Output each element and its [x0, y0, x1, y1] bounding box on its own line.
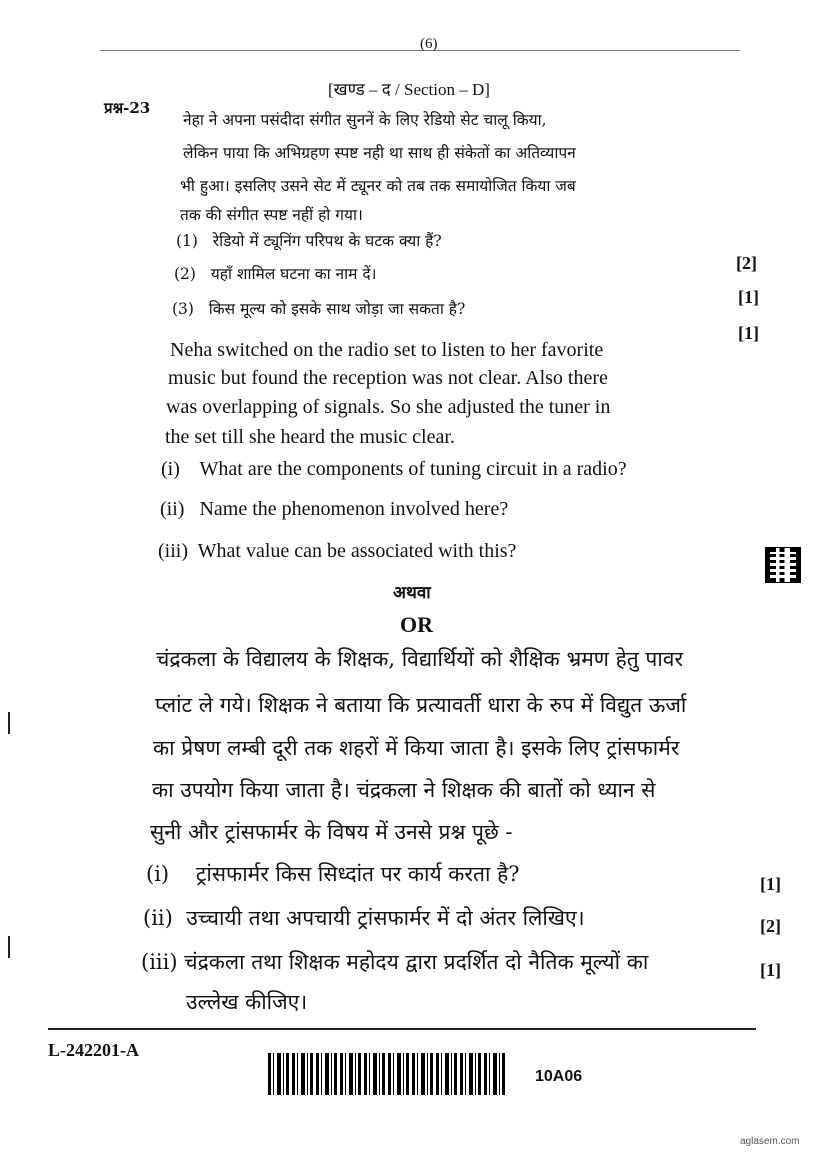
alt-part	[141, 948, 648, 976]
marks-label: [1]	[760, 960, 781, 980]
hindi-passage-line: नेहा ने अपना पसंदीदा संगीत सुननें के लिए रेडियो सेट चालू किया,	[183, 111, 547, 129]
part-text: यहाँ शामिल घटना का नाम दें।	[210, 265, 377, 283]
hindi-passage-line: तक की संगीत स्पष्ट नहीं हो गया।	[180, 206, 363, 224]
barcode-icon	[268, 1053, 506, 1095]
alt-passage-line: सुनी और ट्रांसफार्मर के विषय में उनसे प्रश्न पूछे -	[150, 820, 513, 844]
part-text: ट्रांसफार्मर किस सिध्दांत पर कार्य करता है?	[195, 862, 520, 886]
question-label: प्रश्न-23	[104, 99, 151, 117]
alt-passage-line: प्लांट ले गये। शिक्षक ने बताया कि प्रत्यावर्ती धारा के रुप में विद्युत ऊर्जा	[155, 693, 687, 717]
part-number: (2)	[174, 265, 196, 283]
part-text: What value can be associated with this?	[197, 540, 517, 562]
barcode-label: 10A06	[535, 1068, 583, 1085]
qr-code-icon	[766, 548, 800, 582]
footer-rule	[48, 1028, 756, 1030]
margin-mark	[8, 712, 10, 734]
alt-passage-line: का प्रेषण लम्बी दूरी तक शहरों में किया जाता है। इसके लिए ट्रांसफार्मर	[153, 736, 680, 760]
hindi-part	[174, 262, 376, 284]
part-number: (iii)	[141, 950, 178, 974]
or-english: OR	[400, 612, 433, 637]
part-number: (ii)	[160, 498, 185, 520]
english-part	[158, 540, 516, 563]
alt-part	[146, 860, 520, 888]
part-text: What are the components of tuning circuit in a radio?	[199, 458, 627, 480]
part-number: (iii)	[158, 540, 188, 562]
hindi-part	[176, 229, 442, 251]
marks-label: [2]	[760, 916, 781, 936]
hindi-passage-line: भी हुआ। इसलिए उसने सेट में ट्यूनर को तब तक समायोजित किया जब	[180, 177, 576, 195]
part-text: Name the phenomenon involved here?	[199, 498, 509, 520]
marks-label: [1]	[760, 874, 781, 894]
or-hindi: अथवा	[393, 583, 431, 603]
hindi-part	[172, 297, 465, 319]
part-number: (ii)	[143, 906, 173, 930]
part-number: (i)	[146, 862, 170, 886]
alt-part-continuation: उल्लेख कीजिए।	[186, 990, 308, 1014]
part-text: किस मूल्य को इसके साथ जोड़ा जा सकता है?	[208, 300, 466, 318]
part-text: रेडियो में ट्यूनिंग परिपथ के घटक क्या हैं?	[212, 232, 442, 250]
english-part	[160, 498, 508, 521]
marks-label: [1]	[738, 323, 759, 343]
page-number: (6)	[420, 36, 438, 52]
hindi-passage-line: लेकिन पाया कि अभिग्रहण स्पष्ट नही था साथ ही संकेतों का अतिव्यापन	[183, 144, 576, 162]
section-heading: [खण्ड – द / Section – D]	[328, 80, 490, 99]
english-passage-line: was overlapping of signals. So she adjusted the tuner in	[166, 396, 611, 418]
watermark: aglasem.com	[740, 1136, 800, 1147]
alt-part	[143, 904, 585, 932]
marks-label: [1]	[738, 287, 759, 307]
marks-label: [2]	[736, 253, 757, 273]
margin-mark	[8, 936, 10, 958]
english-passage-line: the set till she heard the music clear.	[165, 426, 455, 448]
part-number: (1)	[176, 232, 198, 250]
part-number: (i)	[161, 458, 180, 480]
english-passage-line: Neha switched on the radio set to listen to her favorite	[170, 339, 604, 361]
english-passage-line: music but found the reception was not clear. Also there	[168, 367, 608, 389]
paper-code: L-242201-A	[48, 1040, 139, 1060]
part-text: उच्चायी तथा अपचायी ट्रांसफार्मर में दो अंतर लिखिए।	[186, 906, 585, 930]
alt-passage-line: का उपयोग किया जाता है। चंद्रकला ने शिक्षक की बातों को ध्यान से	[152, 778, 656, 802]
english-part	[161, 458, 627, 481]
part-number: (3)	[172, 300, 194, 318]
alt-passage-line: चंद्रकला के विद्यालय के शिक्षक, विद्यार्थियों को शैक्षिक भ्रमण हेतु पावर	[156, 647, 684, 671]
part-text: चंद्रकला तथा शिक्षक महोदय द्वारा प्रदर्शित दो नैतिक मूल्यों का	[184, 950, 649, 974]
